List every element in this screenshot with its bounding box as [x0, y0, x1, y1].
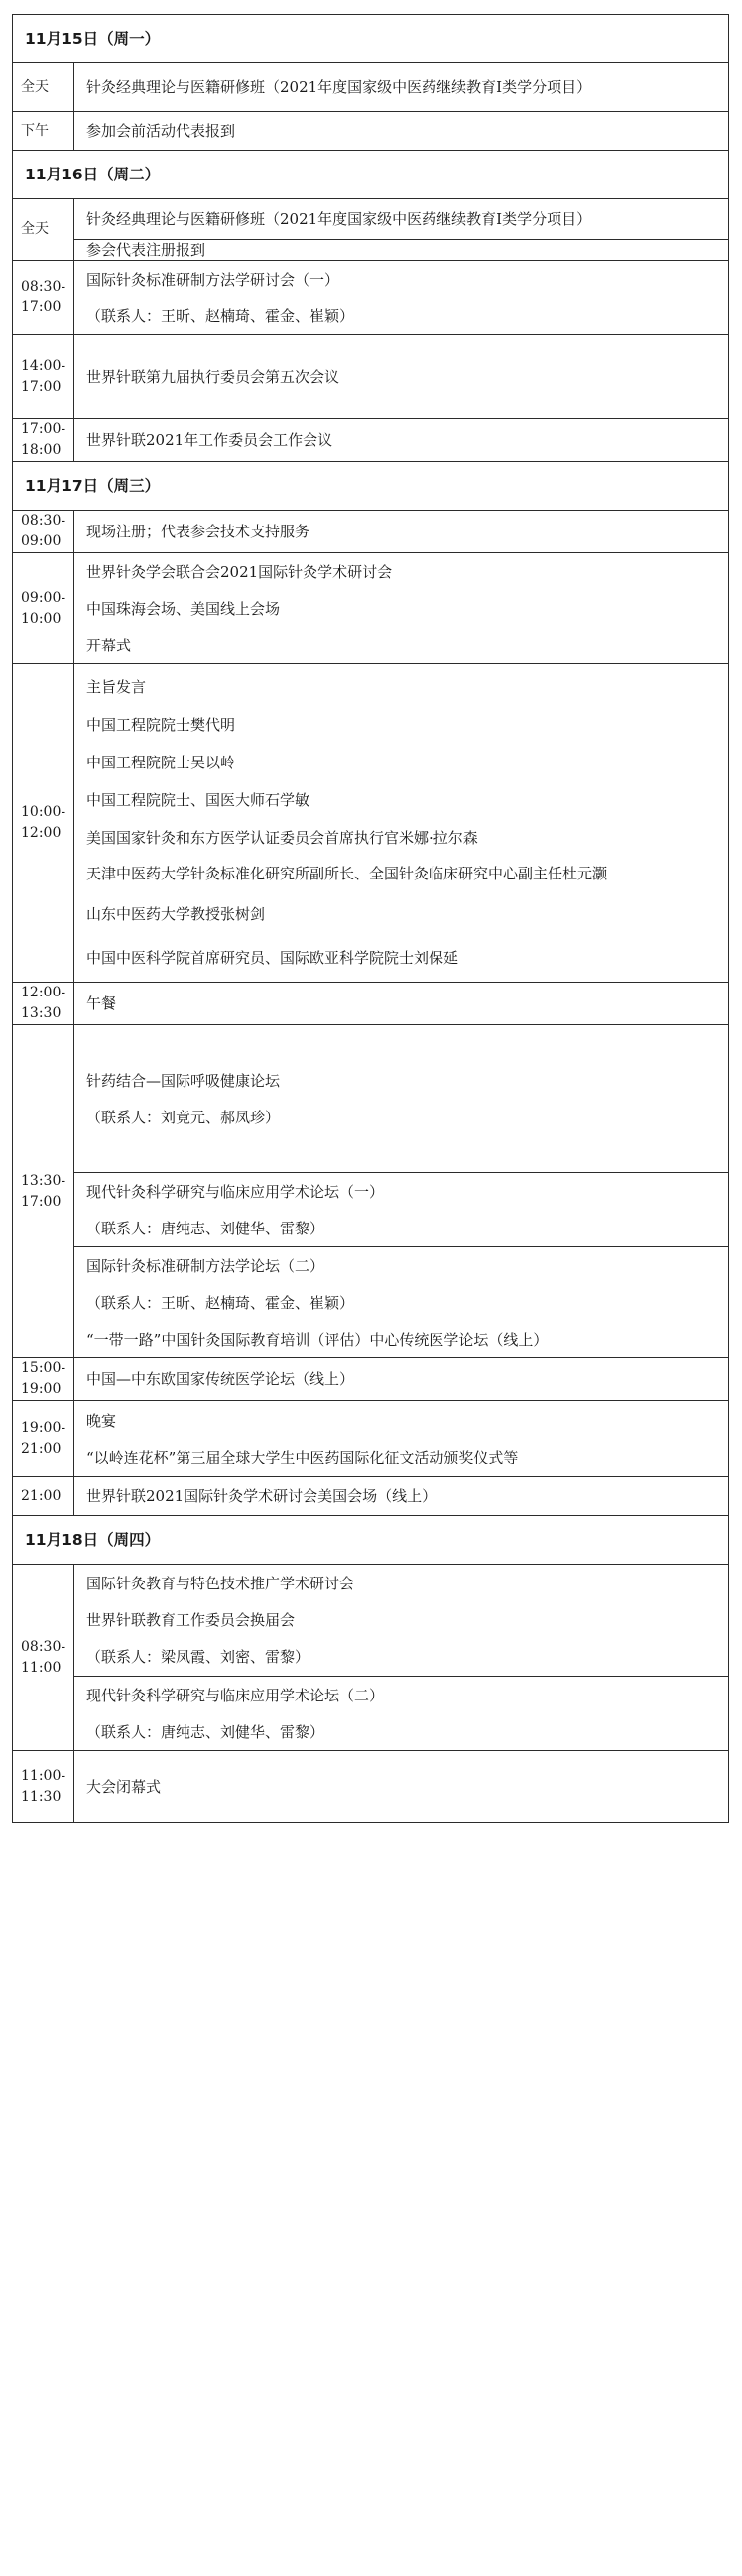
time-cell: 17:00-18:00 — [13, 419, 74, 462]
day-header-row — [13, 1516, 729, 1565]
time-cell: 全天 — [13, 63, 74, 112]
content-line: 世界针联教育工作委员会换届会 — [86, 1611, 296, 1629]
content-cell — [74, 1247, 729, 1358]
schedule-row — [13, 1565, 729, 1677]
content-line: 国际针灸教育与特色技术推广学术研讨会 — [86, 1575, 355, 1592]
time-cell: 19:00-21:00 — [13, 1401, 74, 1477]
time-cell: 10:00-12:00 — [13, 664, 74, 983]
time-cell: 14:00-17:00 — [13, 335, 74, 419]
content-cell — [74, 983, 729, 1025]
content-line: 参加会前活动代表报到 — [86, 122, 236, 140]
content-line: 现场注册；代表参会技术支持服务 — [86, 523, 310, 540]
time-cell: 08:30-17:00 — [13, 261, 74, 335]
schedule-row — [13, 511, 729, 553]
schedule-row — [13, 261, 729, 335]
schedule-row — [13, 419, 729, 462]
content-line: 世界针联2021年工作委员会工作会议 — [86, 431, 333, 449]
content-line: 针灸经典理论与医籍研修班（2021年度国家级中医药继续教育I类学分项目） — [86, 78, 592, 96]
content-line: 大会闭幕式 — [86, 1778, 162, 1796]
content-line: （联系人：唐纯志、刘健华、雷黎） — [86, 1722, 325, 1741]
content-line: 世界针联第九届执行委员会第五次会议 — [86, 368, 340, 386]
content-line: 现代针灸科学研究与临床应用学术论坛（一） — [86, 1182, 385, 1201]
content-line: 世界针灸学会联合会2021国际针灸学术研讨会 — [86, 562, 393, 581]
schedule-row — [13, 553, 729, 664]
time-cell: 15:00-19:00 — [13, 1358, 74, 1401]
schedule-body — [13, 15, 729, 1823]
schedule-row — [13, 1677, 729, 1751]
content-line: 开幕式 — [86, 636, 132, 654]
schedule-row — [13, 1025, 729, 1173]
schedule-table — [12, 14, 729, 1823]
schedule-row — [13, 1401, 729, 1477]
schedule-row — [13, 1751, 729, 1823]
content-line: 国际针灸标准研制方法学研讨会（一） — [86, 270, 340, 289]
schedule-row — [13, 1358, 729, 1401]
time-cell: 11:00-11:30 — [13, 1751, 74, 1823]
content-line: 现代针灸科学研究与临床应用学术论坛（二） — [86, 1686, 385, 1704]
time-cell: 08:30-11:00 — [13, 1565, 74, 1751]
content-cell — [74, 112, 729, 151]
time-cell: 下午 — [13, 112, 74, 151]
content-line: （联系人：王昕、赵楠琦、霍金、崔颖） — [86, 1293, 355, 1312]
schedule-row — [13, 63, 729, 112]
content-line: 中国珠海会场、美国线上会场 — [86, 599, 281, 618]
day-title: 11月17日（周三） — [13, 462, 729, 511]
time-cell: 全天 — [13, 199, 74, 261]
content-line: 针药结合—国际呼吸健康论坛 — [86, 1071, 281, 1090]
content-cell — [74, 1173, 729, 1247]
day-title: 11月16日（周二） — [13, 151, 729, 199]
time-cell: 09:00-10:00 — [13, 553, 74, 664]
schedule-row — [13, 983, 729, 1025]
schedule-row — [13, 199, 729, 240]
time-cell: 21:00 — [13, 1477, 74, 1516]
content-cell — [74, 419, 729, 462]
content-line: “以岭连花杯”第三届全球大学生中医药国际化征文活动颁奖仪式等 — [86, 1448, 519, 1466]
schedule-row — [13, 240, 729, 261]
content-line: 参会代表注册报到 — [86, 241, 206, 259]
content-line: 中国—中东欧国家传统医学论坛（线上） — [86, 1370, 355, 1388]
content-cell — [74, 1401, 729, 1477]
content-line: 中国中医科学院首席研究员、国际欧亚科学院院士刘保延 — [86, 949, 459, 967]
content-line: （联系人：刘竟元、郝凤珍） — [86, 1108, 281, 1126]
content-line: （联系人：王昕、赵楠琦、霍金、崔颖） — [86, 306, 355, 325]
time-cell: 12:00-13:30 — [13, 983, 74, 1025]
content-line: 中国工程院院士、国医大师石学敏 — [86, 791, 310, 809]
content-cell — [74, 1565, 729, 1677]
content-line: 美国国家针灸和东方医学认证委员会首席执行官米娜·拉尔森 — [86, 829, 478, 847]
content-line: （联系人：梁凤霞、刘密、雷黎） — [86, 1648, 310, 1666]
content-line: 中国工程院院士吴以岭 — [86, 754, 236, 771]
content-line: 晚宴 — [86, 1411, 117, 1430]
schedule-row — [13, 1173, 729, 1247]
day-title: 11月15日（周一） — [13, 15, 729, 63]
day-header-row — [13, 462, 729, 511]
day-header-row — [13, 151, 729, 199]
content-cell — [74, 1025, 729, 1173]
schedule-row — [13, 664, 729, 983]
content-cell — [74, 1358, 729, 1401]
content-line: “一带一路”中国针灸国际教育培训（评估）中心传统医学论坛（线上） — [86, 1330, 549, 1348]
content-line: 世界针联2021国际针灸学术研讨会美国会场（线上） — [86, 1487, 437, 1505]
content-cell — [74, 261, 729, 335]
schedule-row — [13, 335, 729, 419]
content-line: 主旨发言 — [86, 678, 147, 696]
content-line: 天津中医药大学针灸标准化研究所副所长、全国针灸临床研究中心副主任杜元灏 — [86, 865, 608, 882]
content-cell — [74, 63, 729, 112]
content-cell — [74, 1751, 729, 1823]
content-cell — [74, 335, 729, 419]
time-cell: 08:30-09:00 — [13, 511, 74, 553]
content-line: 中国工程院院士樊代明 — [86, 716, 236, 734]
content-line: 国际针灸标准研制方法学论坛（二） — [86, 1256, 325, 1275]
content-line: （联系人：唐纯志、刘健华、雷黎） — [86, 1219, 325, 1237]
schedule-row — [13, 1477, 729, 1516]
content-cell — [74, 240, 729, 261]
content-cell — [74, 553, 729, 664]
content-cell — [74, 199, 729, 240]
content-cell — [74, 511, 729, 553]
schedule-row — [13, 112, 729, 151]
content-line: 针灸经典理论与医籍研修班（2021年度国家级中医药继续教育I类学分项目） — [86, 210, 592, 228]
day-title: 11月18日（周四） — [13, 1516, 729, 1565]
content-cell — [74, 1677, 729, 1751]
content-line: 午餐 — [86, 995, 117, 1012]
day-header-row — [13, 15, 729, 63]
content-cell — [74, 1477, 729, 1516]
content-cell — [74, 664, 729, 983]
time-cell: 13:30-17:00 — [13, 1025, 74, 1358]
schedule-row — [13, 1247, 729, 1358]
content-line: 山东中医药大学教授张树剑 — [86, 905, 266, 923]
